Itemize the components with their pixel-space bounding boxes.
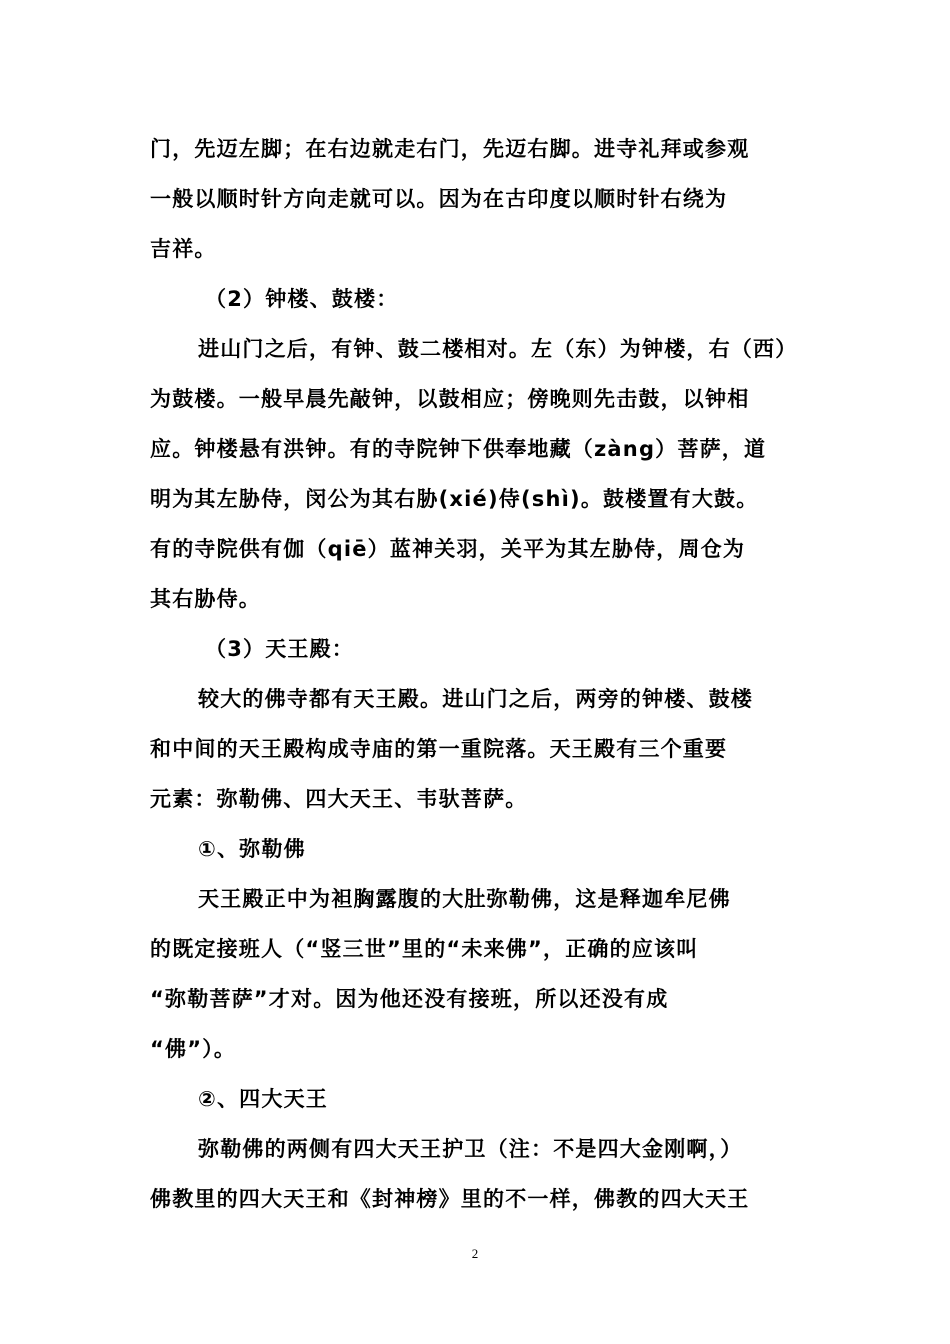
text-line: “佛”）。 — [150, 1037, 237, 1061]
text-line: 为鼓楼。一般早晨先敲钟，以鼓相应；傍晚则先击鼓，以钟相 — [150, 387, 750, 411]
text-line: 元素：弥勒佛、四大天王、韦驮菩萨。 — [150, 787, 528, 811]
text-line: “弥勒菩萨”才对。因为他还没有接班，所以还没有成 — [150, 987, 669, 1011]
text-line: 和中间的天王殿构成寺庙的第一重院落。天王殿有三个重要 — [150, 737, 728, 761]
text-line: 吉祥。 — [150, 237, 217, 261]
text-line: 天王殿正中为袒胸露腹的大肚弥勒佛，这是释迦牟尼佛 — [198, 887, 731, 911]
text-line: 其右胁侍。 — [150, 587, 261, 611]
text-line: 佛教里的四大天王和《封神榜》里的不一样，佛教的四大天王 — [150, 1187, 750, 1211]
text-line: 弥勒佛的两侧有四大天王护卫（注：不是四大金刚啊，） — [198, 1137, 743, 1161]
subsection-heading: ①、弥勒佛 — [198, 837, 306, 861]
text-line: 较大的佛寺都有天王殿。进山门之后，两旁的钟楼、鼓楼 — [198, 687, 753, 711]
text-line: 有的寺院供有伽（qiē）蓝神关羽，关平为其左胁侍，周仓为 — [150, 537, 746, 561]
text-line: 的既定接班人（“竖三世”里的“未来佛”，正确的应该叫 — [150, 937, 699, 961]
section-heading: （2）钟楼、鼓楼： — [205, 287, 399, 311]
section-heading: （3）天王殿： — [205, 637, 355, 661]
text-line: 门，先迈左脚；在右边就走右门，先迈右脚。进寺礼拜或参观 — [150, 137, 750, 161]
text-line: 应。钟楼悬有洪钟。有的寺院钟下供奉地藏（zàng）菩萨，道 — [150, 437, 767, 461]
text-line: 进山门之后，有钟、鼓二楼相对。左（东）为钟楼，右（西） — [198, 337, 798, 361]
text-line: 一般以顺时针方向走就可以。因为在古印度以顺时针右绕为 — [150, 187, 728, 211]
page-number: 2 — [471, 1246, 479, 1261]
text-line: 明为其左胁侍，闵公为其右胁(xié)侍(shì)。鼓楼置有大鼓。 — [150, 487, 759, 511]
subsection-heading: ②、四大天王 — [198, 1087, 328, 1111]
